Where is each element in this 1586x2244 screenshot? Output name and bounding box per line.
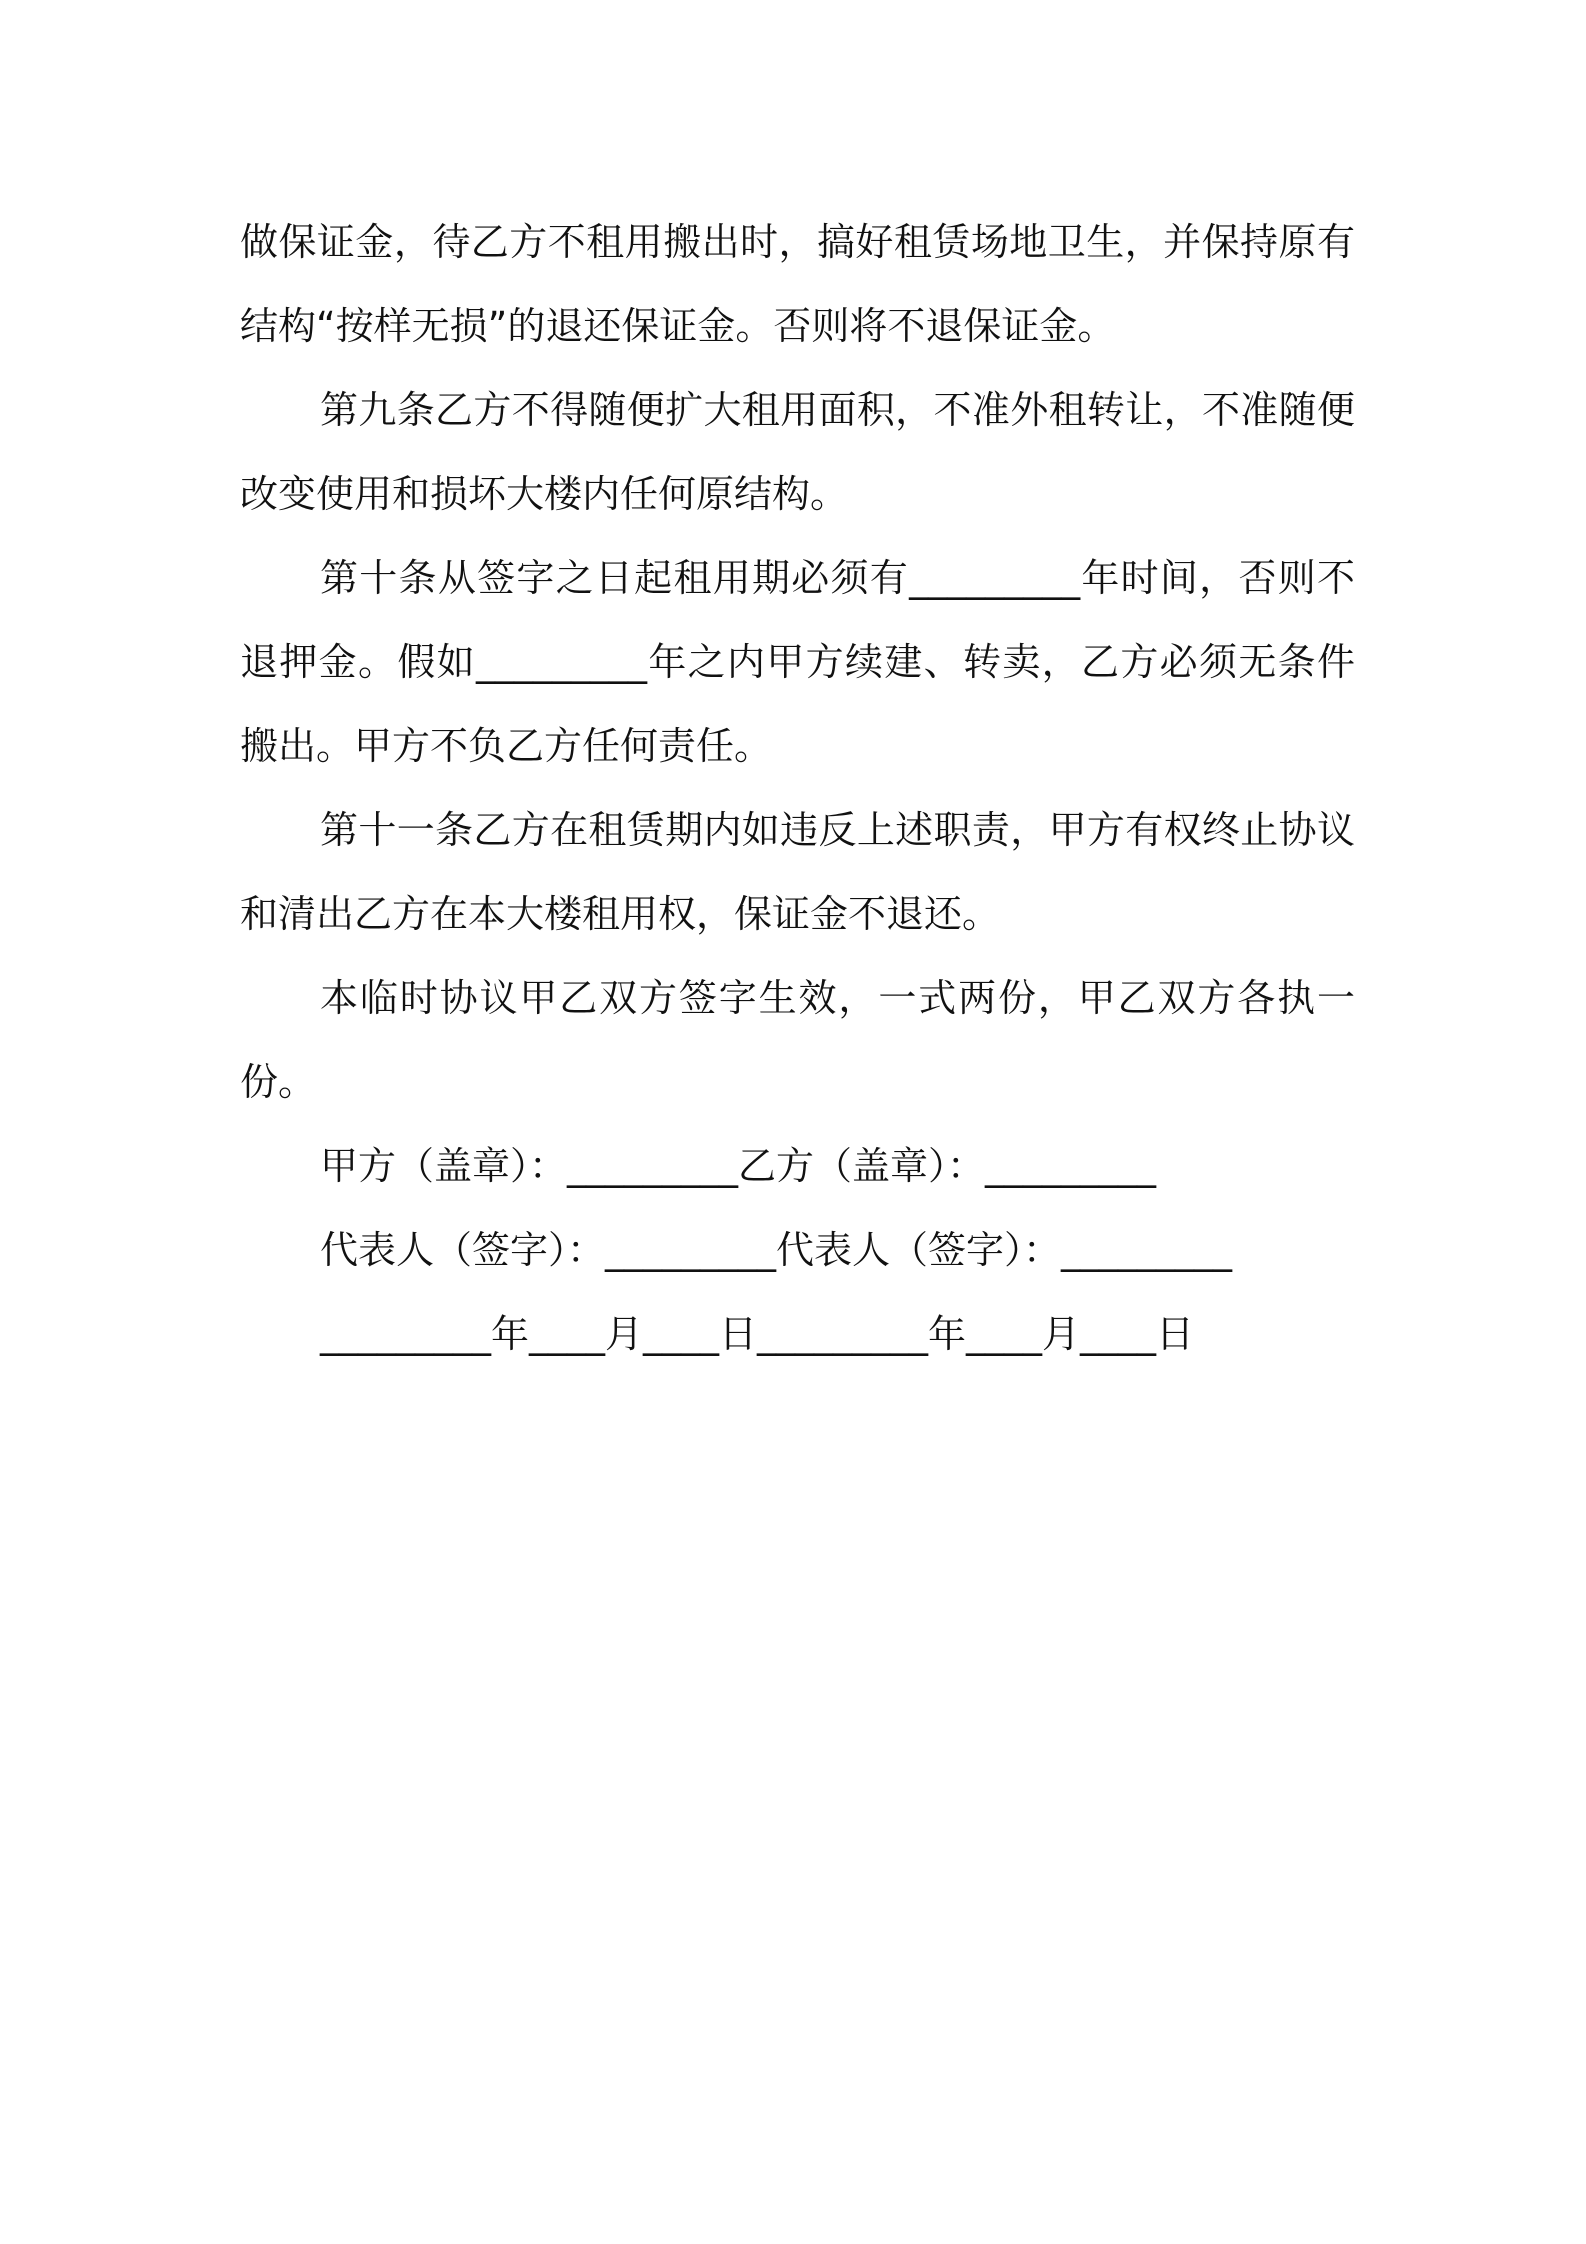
paragraph-article-10: 第十条从签字之日起租用期必须有_________年时间，否则不退押金。假如_________年之内甲方续建、转卖，乙方必须无条件搬出。甲方不负乙方任何责任。 bbox=[240, 556, 1355, 768]
paragraph-article-9: 第九条乙方不得随便扩大租用面积，不准外租转让，不准随便改变使用和损坏大楼内任何原结构。 bbox=[240, 388, 1355, 516]
paragraph-deposit-continued: 做保证金，待乙方不租用搬出时，搞好租赁场地卫生，并保持原有结构“按样无损”的退还保证金。否则将不退保证金。 bbox=[240, 220, 1355, 348]
paragraph-effective-clause: 本临时协议甲乙双方签字生效，一式两份，甲乙双方各执一份。 bbox=[240, 976, 1355, 1104]
signature-line-date: _________年____月____日_________年____月____日 bbox=[320, 1312, 1195, 1356]
paragraph-article-11: 第十一条乙方在租赁期内如违反上述职责，甲方有权终止协议和清出乙方在本大楼租用权，保证金不退还。 bbox=[240, 808, 1355, 936]
document-body bbox=[240, 200, 1355, 1376]
signature-line-seal: 甲方（盖章）：_________乙方（盖章）：_________ bbox=[320, 1144, 1157, 1188]
signature-line-representative: 代表人（签字）：_________代表人（签字）：_________ bbox=[320, 1228, 1233, 1272]
